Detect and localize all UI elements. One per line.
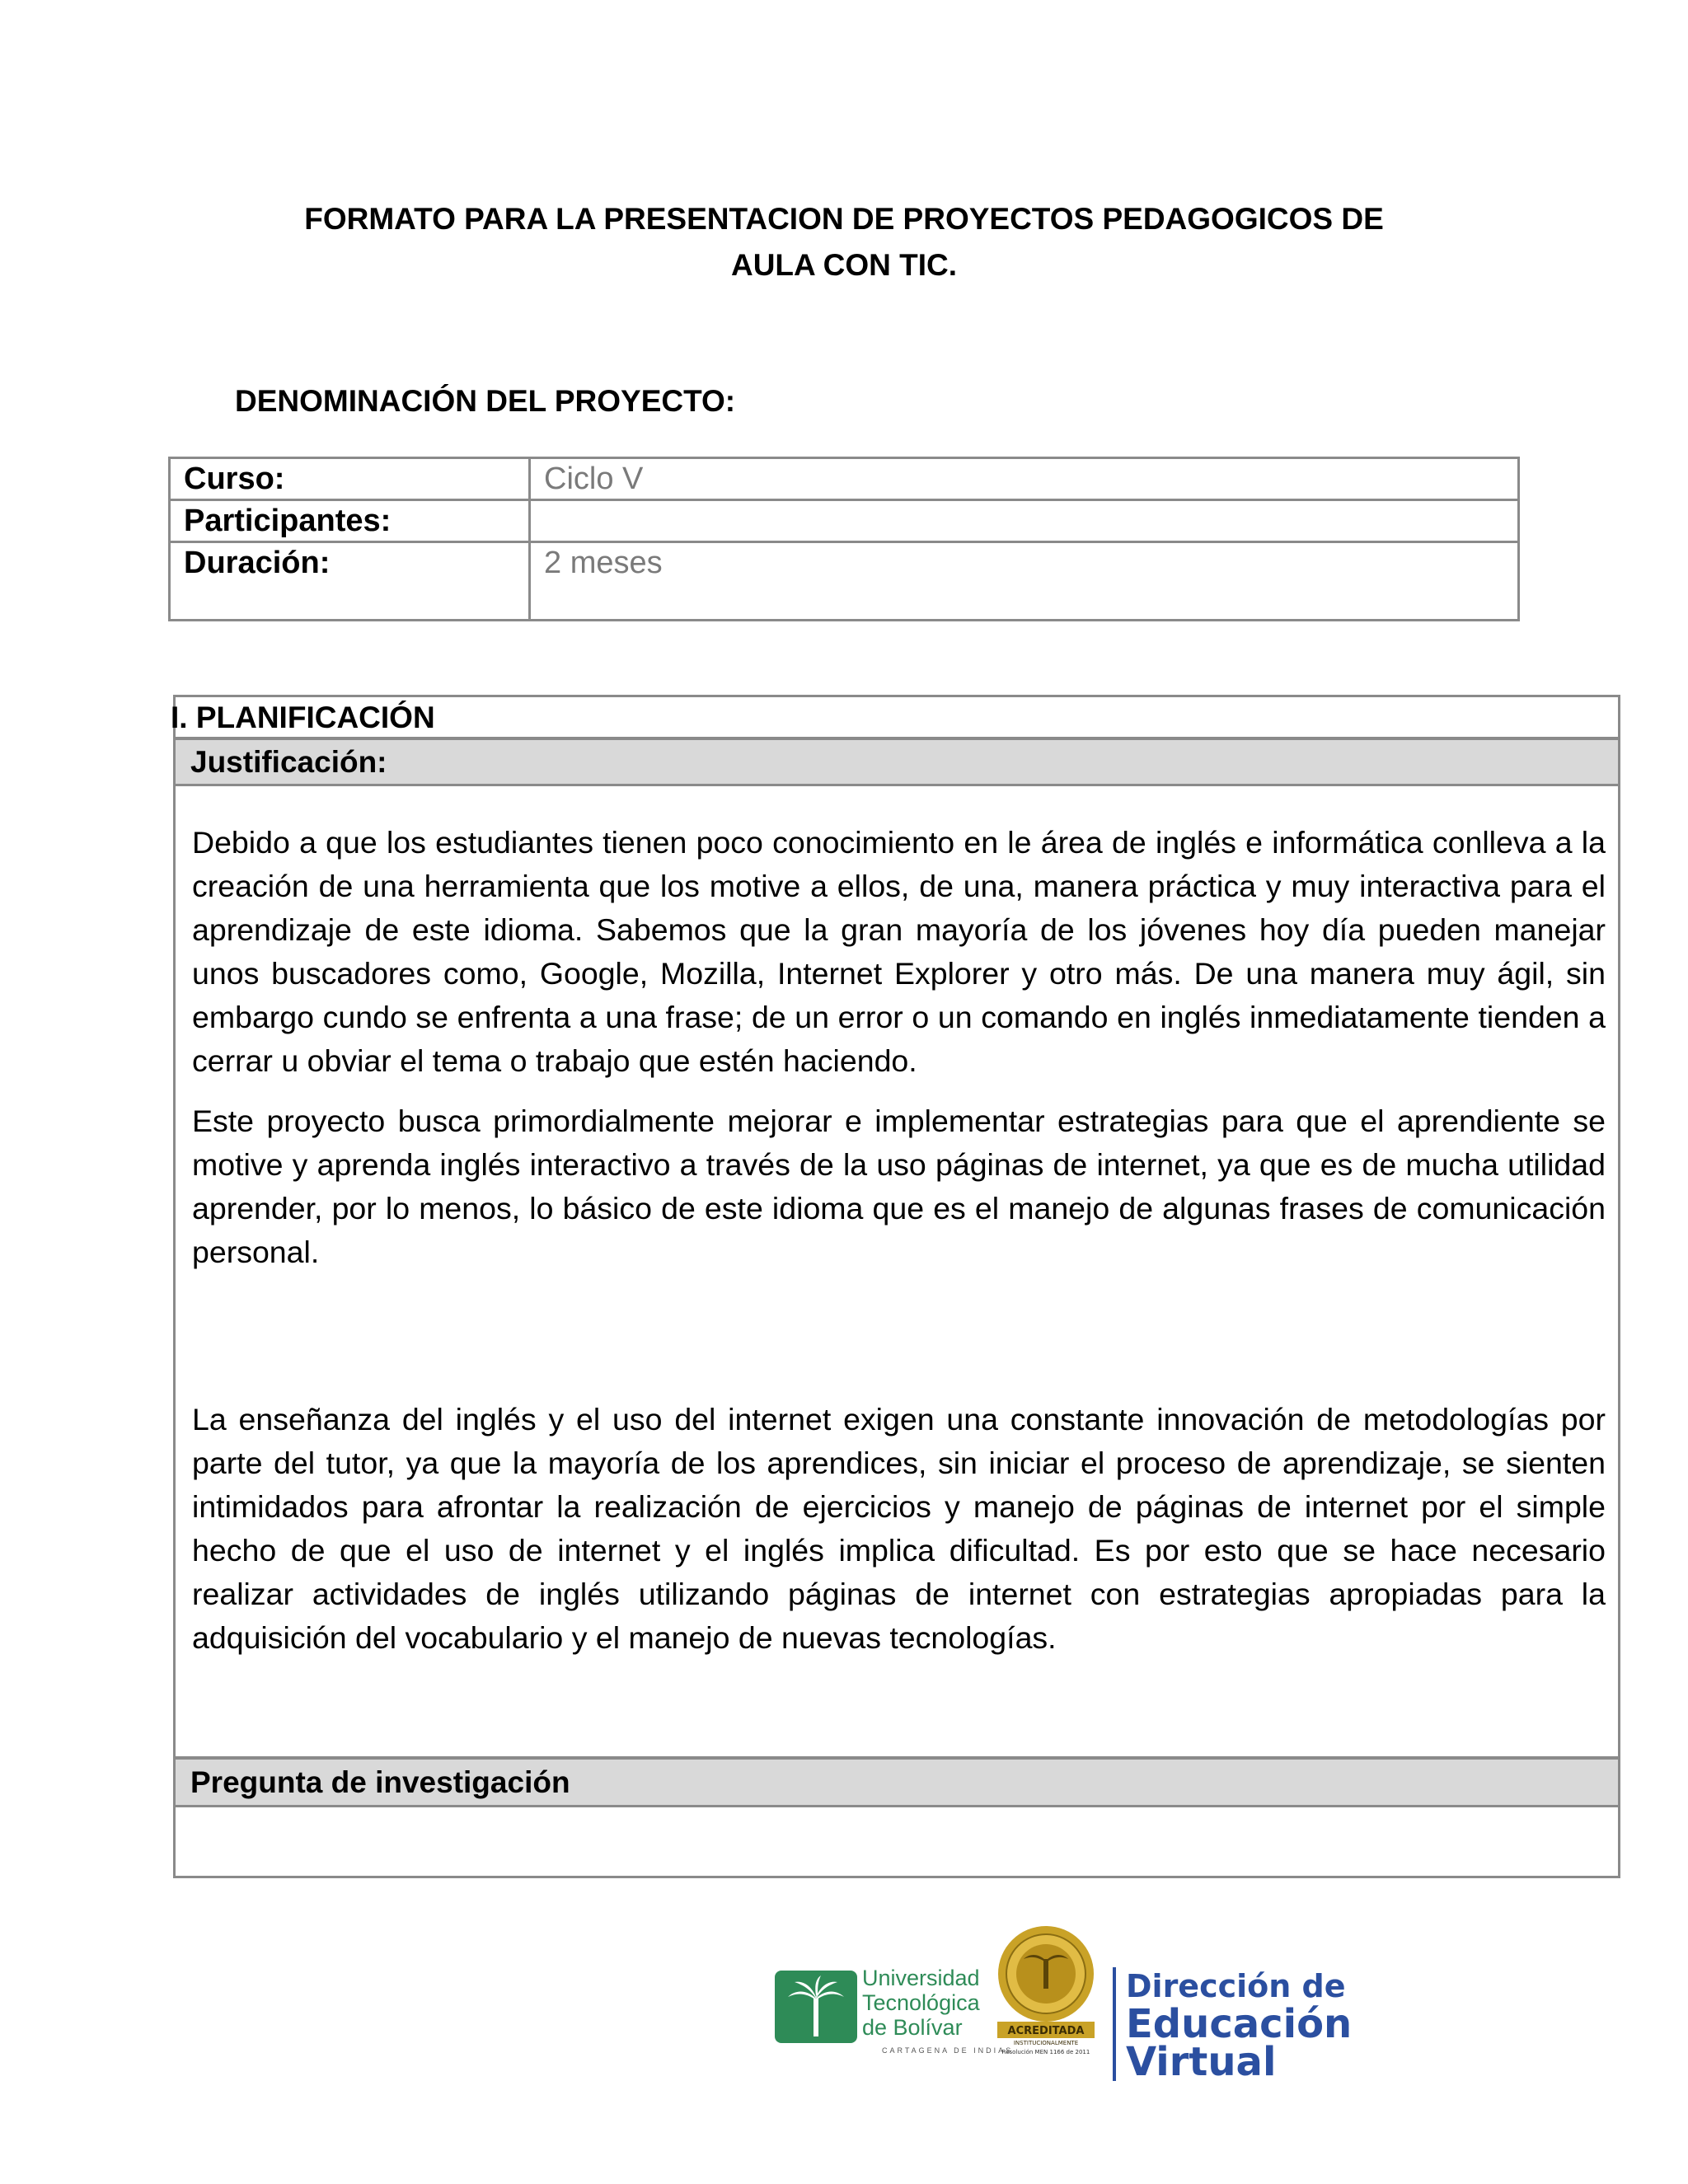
virtual-education-logo: [1113, 1967, 1459, 2085]
seal-resolution: Resolución MEN 1166 de 2011: [1001, 2049, 1090, 2055]
table-row: [170, 542, 1519, 621]
justification-content: [192, 821, 1606, 1660]
course-label: Curso:: [170, 458, 530, 500]
title-line-2: AULA CON TIC.: [730, 248, 958, 282]
accreditation-seal-icon: [992, 1924, 1100, 2056]
research-question-header: Pregunta de investigación: [176, 1756, 1618, 1807]
duration-label: Duración:: [170, 542, 530, 621]
participants-label: Participantes:: [170, 500, 530, 542]
table-row: [170, 458, 1519, 500]
project-info-table: [168, 457, 1520, 621]
title-line-1: FORMATO PARA LA PRESENTACION DE PROYECTOS PEDAGOGICOS DE: [304, 202, 1384, 236]
utb-city: CARTAGENA DE INDIAS: [882, 2046, 1014, 2055]
table-row: [170, 500, 1519, 542]
dev-line-2: Educación Virtual: [1126, 2001, 1353, 2085]
utb-line-2: Tecnológica: [862, 1990, 980, 2015]
utb-line-1: Universidad: [862, 1966, 980, 1990]
seal-sublabel: INSTITUCIONALMENTE: [1013, 2040, 1079, 2046]
planning-section: [173, 695, 1620, 1878]
justification-paragraph-2: Este proyecto busca primordialmente mejorar e implementar estrategias para que el aprendiente se motive y aprenda inglés interactivo a través de la uso páginas de internet, ya que es de mucha utilidad aprender, por lo menos, lo básico de este idioma que es el manejo de algunas frases de comunicación personal.: [192, 1104, 1606, 1269]
project-name-heading: DENOMINACIÓN DEL PROYECTO:: [235, 384, 736, 418]
utb-name: [862, 1966, 980, 2040]
justification-paragraph-1: Debido a que los estudiantes tienen poco conocimiento en le área de inglés e informática conlleva a la creación de una herramienta que los motive a ellos, de una, manera práctica y muy interactiva para el aprendizaje de este idioma. Sabemos que la gran mayoría de los jóvenes hoy día pueden manejar unos buscadores como, Google, Mozilla, Internet Explorer y otro más. De una manera muy ágil, sin embargo cundo se enfrenta a una frase; de un error o un comando en inglés inmediatamente tienden a cerrar u obviar el tema o trabajo que estén haciendo.: [192, 825, 1606, 1078]
utb-palm-logo-icon: [775, 1971, 857, 2043]
course-value[interactable]: Ciclo V: [530, 458, 1519, 500]
utb-line-3: de Bolívar: [862, 2015, 963, 2040]
justification-header: Justificación:: [176, 737, 1618, 786]
seal-label: ACREDITADA: [1007, 2025, 1085, 2037]
duration-value[interactable]: 2 meses: [530, 542, 1519, 621]
dev-line-1: Dirección de: [1126, 1968, 1346, 2004]
footer-logos: [775, 1924, 1459, 2085]
justification-paragraph-3: La enseñanza del inglés y el uso del internet exigen una constante innovación de metodologías por parte del tutor, ya que la mayoría de los aprendices, sin iniciar el proceso de aprendizaje, se sienten intimidados para afrontar la realización de ejercicios y manejo de páginas de internet por el simple hecho de que el uso de internet y el inglés implica dificultad. Es por esto que se hace necesario realizar actividades de inglés utilizando páginas de internet con estrategias apropiadas para la adquisición del vocabulario y el manejo de nuevas tecnologías.: [192, 1402, 1606, 1655]
planning-heading: I. PLANIFICACIÓN: [171, 701, 435, 734]
participants-value[interactable]: [530, 500, 1519, 542]
research-question-value[interactable]: [192, 1818, 1593, 1868]
document-title: [0, 196, 1688, 288]
